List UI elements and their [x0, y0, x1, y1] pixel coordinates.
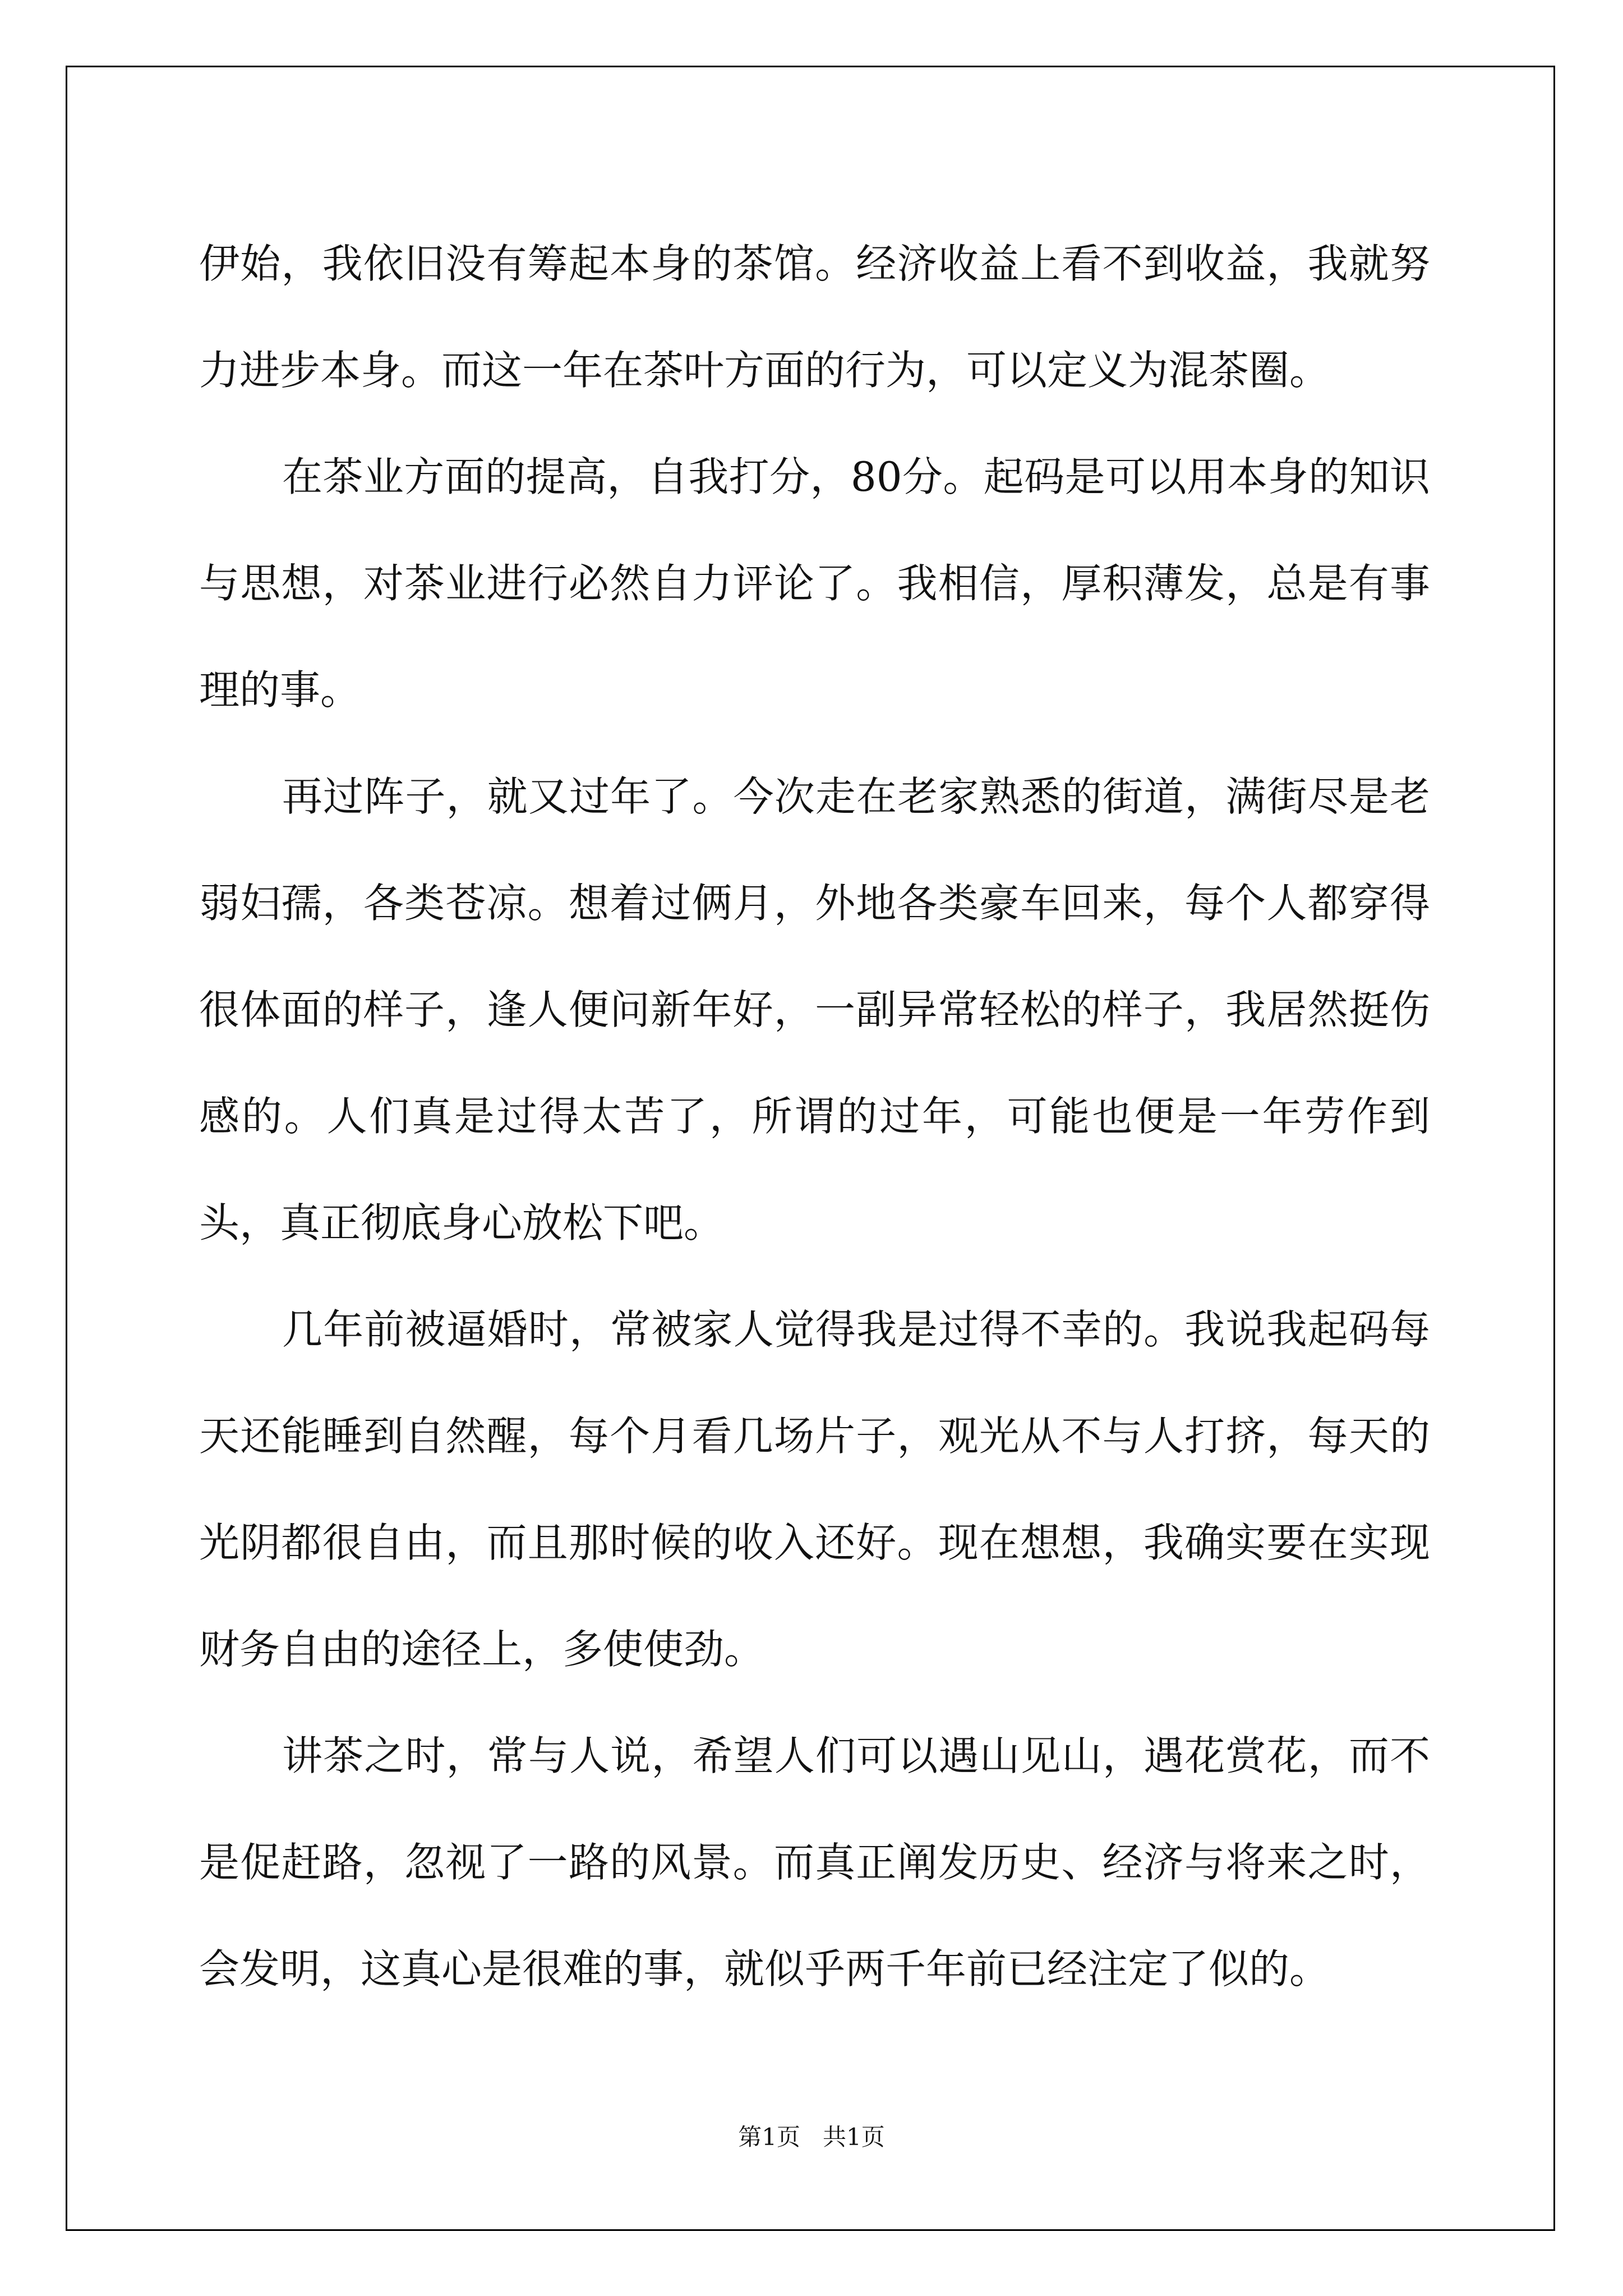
paragraph-5: 讲茶之时，常与人说，希望人们可以遇山见山，遇花赏花，而不是促赶路，忽视了一路的风景。而真正阐发历史、经济与将来之时，会发明，这真心是很难的事，就似乎两千年前已经注定了似的。 [199, 1732, 1430, 1993]
paragraph-1: 伊始，我依旧没有筹起本身的茶馆。经济收益上看不到收益，我就努力进步本身。而这一年在茶叶方面的行为，可以定义为混茶圈。 [199, 240, 1430, 394]
page-number: 第1页 [738, 2123, 800, 2151]
page-total: 共1页 [823, 2123, 885, 2151]
document-body [199, 210, 1430, 2022]
paragraph-4: 几年前被逼婚时，常被家人觉得我是过得不幸的。我说我起码每天还能睡到自然醒，每个月看几场片子，观光从不与人打挤，每天的光阴都很自由，而且那时候的收入还好。现在想想，我确实要在实现财务自由的途径上，多使使劲。 [199, 1306, 1430, 1673]
paragraph-3: 再过阵子，就又过年了。今次走在老家熟悉的街道，满街尽是老弱妇孺，各类苍凉。想着过俩月，外地各类豪车回来，每个人都穿得很体面的样子，逢人便问新年好，一副异常轻松的样子，我居然挺伤感的。人们真是过得太苦了，所谓的过年，可能也便是一年劳作到头，真正彻底身心放松下吧。 [199, 773, 1430, 1246]
page-footer [0, 2120, 1623, 2154]
paragraph-2: 在茶业方面的提高，自我打分，80分。起码是可以用本身的知识与思想，对茶业进行必然自力评论了。我相信，厚积薄发，总是有事理的事。 [199, 453, 1430, 714]
